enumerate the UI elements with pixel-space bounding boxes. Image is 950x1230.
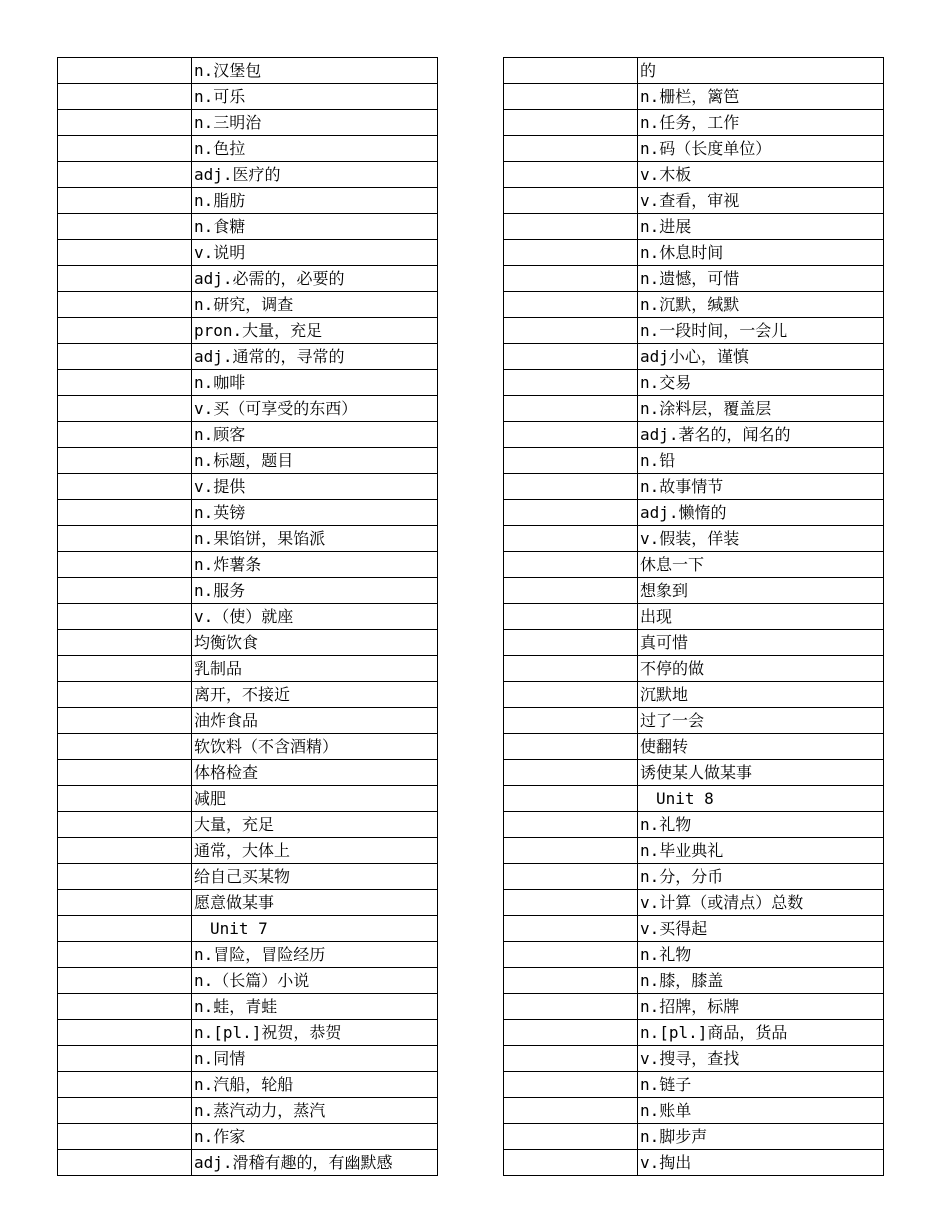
meaning-cell: pron.大量，充足: [192, 318, 438, 344]
vocab-row: [58, 994, 438, 1020]
word-cell: [58, 344, 192, 370]
word-cell: [504, 630, 638, 656]
meaning-cell: 过了一会: [638, 708, 884, 734]
unit-heading: Unit 8: [638, 786, 884, 812]
word-cell: [58, 266, 192, 292]
vocab-row: [58, 656, 438, 682]
vocab-row: [58, 318, 438, 344]
word-cell: [504, 1124, 638, 1150]
vocab-row: [504, 110, 884, 136]
vocab-row: [58, 578, 438, 604]
meaning-cell: n.码（长度单位）: [638, 136, 884, 162]
vocab-row: [504, 890, 884, 916]
word-cell: [504, 734, 638, 760]
meaning-cell: v.提供: [192, 474, 438, 500]
word-cell: [58, 578, 192, 604]
meaning-cell: n.冒险，冒险经历: [192, 942, 438, 968]
vocab-row: [58, 708, 438, 734]
word-cell: [58, 760, 192, 786]
vocab-row: [58, 136, 438, 162]
vocab-table-right: [503, 57, 884, 1176]
meaning-cell: n.研究，调查: [192, 292, 438, 318]
meaning-cell: n.脚步声: [638, 1124, 884, 1150]
meaning-cell: 油炸食品: [192, 708, 438, 734]
word-cell: [58, 318, 192, 344]
vocab-row: [504, 240, 884, 266]
vocab-row: [58, 448, 438, 474]
meaning-cell: n.果馅饼，果馅派: [192, 526, 438, 552]
word-cell: [504, 656, 638, 682]
word-cell: [504, 162, 638, 188]
vocab-row: [58, 58, 438, 84]
meaning-cell: n.服务: [192, 578, 438, 604]
meaning-cell: n.礼物: [638, 812, 884, 838]
vocab-row: [58, 682, 438, 708]
meaning-cell: n.栅栏，篱笆: [638, 84, 884, 110]
vocab-row: [58, 1046, 438, 1072]
word-cell: [504, 1098, 638, 1124]
word-cell: [504, 1020, 638, 1046]
vocab-row: [58, 292, 438, 318]
word-cell: [504, 994, 638, 1020]
vocab-row: [58, 188, 438, 214]
meaning-cell: 愿意做某事: [192, 890, 438, 916]
word-cell: [504, 578, 638, 604]
meaning-cell: 通常，大体上: [192, 838, 438, 864]
vocab-row: [58, 864, 438, 890]
meaning-cell: n.任务，工作: [638, 110, 884, 136]
vocab-row: [504, 474, 884, 500]
vocab-row: [504, 942, 884, 968]
unit-heading: Unit 7: [192, 916, 438, 942]
word-cell: [504, 110, 638, 136]
word-cell: [504, 292, 638, 318]
vocab-row: [58, 838, 438, 864]
meaning-cell: n.咖啡: [192, 370, 438, 396]
word-cell: [504, 916, 638, 942]
word-cell: [58, 682, 192, 708]
vocab-row: [504, 708, 884, 734]
meaning-cell: adj.懒惰的: [638, 500, 884, 526]
meaning-cell: v.（使）就座: [192, 604, 438, 630]
meaning-cell: n.汽船，轮船: [192, 1072, 438, 1098]
vocab-row: [504, 994, 884, 1020]
vocab-table-left: [57, 57, 438, 1176]
word-cell: [504, 890, 638, 916]
meaning-cell: n.遗憾，可惜: [638, 266, 884, 292]
vocab-row: [504, 838, 884, 864]
vocab-row: [504, 682, 884, 708]
vocab-row: [58, 344, 438, 370]
meaning-cell: n.标题，题目: [192, 448, 438, 474]
meaning-cell: 沉默地: [638, 682, 884, 708]
meaning-cell: 均衡饮食: [192, 630, 438, 656]
word-cell: [504, 318, 638, 344]
vocab-row: [504, 266, 884, 292]
vocab-row: [504, 162, 884, 188]
vocab-row: [58, 110, 438, 136]
meaning-cell: n.可乐: [192, 84, 438, 110]
word-cell: [58, 916, 192, 942]
word-cell: [58, 240, 192, 266]
meaning-cell: n.顾客: [192, 422, 438, 448]
meaning-cell: n.脂肪: [192, 188, 438, 214]
word-cell: [58, 1124, 192, 1150]
vocab-row: [58, 760, 438, 786]
vocab-row: [58, 1072, 438, 1098]
vocab-row: [58, 1020, 438, 1046]
meaning-cell: n.沉默，缄默: [638, 292, 884, 318]
meaning-cell: n.毕业典礼: [638, 838, 884, 864]
vocab-row: [58, 734, 438, 760]
word-cell: [58, 604, 192, 630]
word-cell: [504, 474, 638, 500]
word-cell: [504, 760, 638, 786]
vocab-row: [504, 292, 884, 318]
word-cell: [58, 838, 192, 864]
meaning-cell: 想象到: [638, 578, 884, 604]
vocab-row: [504, 734, 884, 760]
vocab-row: [504, 578, 884, 604]
word-cell: [58, 292, 192, 318]
vocab-row: [58, 526, 438, 552]
word-cell: [58, 656, 192, 682]
meaning-cell: 大量，充足: [192, 812, 438, 838]
meaning-cell: v.买得起: [638, 916, 884, 942]
word-cell: [58, 1020, 192, 1046]
meaning-cell: v.查看，审视: [638, 188, 884, 214]
word-cell: [504, 526, 638, 552]
vocab-row: [58, 890, 438, 916]
word-cell: [58, 58, 192, 84]
vocab-row: [58, 214, 438, 240]
word-cell: [58, 526, 192, 552]
vocab-row: [58, 500, 438, 526]
vocab-row: [504, 656, 884, 682]
vocab-row: [504, 136, 884, 162]
meaning-cell: n.故事情节: [638, 474, 884, 500]
word-cell: [504, 240, 638, 266]
meaning-cell: 给自己买某物: [192, 864, 438, 890]
word-cell: [58, 630, 192, 656]
word-cell: [58, 84, 192, 110]
word-cell: [504, 370, 638, 396]
meaning-cell: n.蛙，青蛙: [192, 994, 438, 1020]
word-cell: [58, 1046, 192, 1072]
word-cell: [58, 188, 192, 214]
vocab-row: [504, 84, 884, 110]
word-cell: [58, 864, 192, 890]
word-cell: [58, 214, 192, 240]
vocab-row: [58, 266, 438, 292]
vocab-table-left-body: [58, 58, 438, 1176]
vocab-row: [504, 500, 884, 526]
vocab-row: [58, 422, 438, 448]
word-cell: [58, 994, 192, 1020]
meaning-cell: adj.医疗的: [192, 162, 438, 188]
meaning-cell: n.[pl.]商品，货品: [638, 1020, 884, 1046]
meaning-cell: 离开，不接近: [192, 682, 438, 708]
vocab-row: [58, 84, 438, 110]
meaning-cell: n.账单: [638, 1098, 884, 1124]
word-cell: [504, 84, 638, 110]
vocab-row: [504, 370, 884, 396]
word-cell: [504, 812, 638, 838]
meaning-cell: adj小心，谨慎: [638, 344, 884, 370]
meaning-cell: n.汉堡包: [192, 58, 438, 84]
word-cell: [58, 708, 192, 734]
word-cell: [58, 1098, 192, 1124]
vocab-row: [58, 1124, 438, 1150]
vocab-row: [504, 422, 884, 448]
meaning-cell: n.蒸汽动力，蒸汽: [192, 1098, 438, 1124]
meaning-cell: 不停的做: [638, 656, 884, 682]
meaning-cell: n.膝，膝盖: [638, 968, 884, 994]
meaning-cell: n.招牌，标牌: [638, 994, 884, 1020]
word-cell: [58, 812, 192, 838]
vocab-row: [504, 864, 884, 890]
vocab-row: [504, 1072, 884, 1098]
word-cell: [504, 1150, 638, 1176]
meaning-cell: n.[pl.]祝贺，恭贺: [192, 1020, 438, 1046]
word-cell: [504, 838, 638, 864]
unit-heading-row: [504, 786, 884, 812]
meaning-cell: 的: [638, 58, 884, 84]
word-cell: [504, 682, 638, 708]
vocab-row: [58, 786, 438, 812]
vocab-row: [504, 526, 884, 552]
meaning-cell: n.涂料层，覆盖层: [638, 396, 884, 422]
word-cell: [504, 214, 638, 240]
word-cell: [504, 266, 638, 292]
vocab-row: [58, 1150, 438, 1176]
meaning-cell: 休息一下: [638, 552, 884, 578]
vocab-row: [58, 474, 438, 500]
vocab-row: [504, 448, 884, 474]
word-cell: [504, 188, 638, 214]
meaning-cell: v.木板: [638, 162, 884, 188]
unit-heading-row: [58, 916, 438, 942]
vocab-row: [58, 162, 438, 188]
meaning-cell: adj.滑稽有趣的，有幽默感: [192, 1150, 438, 1176]
word-cell: [58, 734, 192, 760]
vocab-row: [58, 968, 438, 994]
word-cell: [58, 786, 192, 812]
word-cell: [58, 396, 192, 422]
meaning-cell: 体格检查: [192, 760, 438, 786]
vocab-row: [58, 1098, 438, 1124]
meaning-cell: 真可惜: [638, 630, 884, 656]
word-cell: [58, 110, 192, 136]
vocab-row: [504, 760, 884, 786]
word-cell: [58, 968, 192, 994]
vocab-row: [504, 812, 884, 838]
meaning-cell: 减肥: [192, 786, 438, 812]
word-cell: [58, 942, 192, 968]
meaning-cell: 使翻转: [638, 734, 884, 760]
meaning-cell: n.三明治: [192, 110, 438, 136]
meaning-cell: n.交易: [638, 370, 884, 396]
meaning-cell: n.分，分币: [638, 864, 884, 890]
word-cell: [504, 708, 638, 734]
vocab-row: [504, 1098, 884, 1124]
word-cell: [58, 448, 192, 474]
vocab-row: [504, 1124, 884, 1150]
word-cell: [58, 890, 192, 916]
word-cell: [504, 604, 638, 630]
meaning-cell: n.进展: [638, 214, 884, 240]
vocab-row: [504, 1020, 884, 1046]
vocab-row: [504, 1046, 884, 1072]
vocab-row: [58, 370, 438, 396]
meaning-cell: n.作家: [192, 1124, 438, 1150]
vocab-row: [58, 240, 438, 266]
meaning-cell: adj.必需的，必要的: [192, 266, 438, 292]
meaning-cell: n.一段时间，一会儿: [638, 318, 884, 344]
word-cell: [504, 58, 638, 84]
vocab-row: [504, 1150, 884, 1176]
vocab-row: [58, 630, 438, 656]
vocab-row: [58, 942, 438, 968]
meaning-cell: adj.著名的，闻名的: [638, 422, 884, 448]
word-cell: [58, 422, 192, 448]
word-cell: [504, 500, 638, 526]
meaning-cell: v.假装，佯装: [638, 526, 884, 552]
word-cell: [504, 864, 638, 890]
meaning-cell: n.食糖: [192, 214, 438, 240]
meaning-cell: 诱使某人做某事: [638, 760, 884, 786]
vocab-table-right-body: [504, 58, 884, 1176]
meaning-cell: v.掏出: [638, 1150, 884, 1176]
word-cell: [504, 448, 638, 474]
vocab-row: [504, 396, 884, 422]
word-cell: [58, 370, 192, 396]
word-cell: [58, 136, 192, 162]
vocab-row: [504, 552, 884, 578]
meaning-cell: v.搜寻，查找: [638, 1046, 884, 1072]
meaning-cell: n.链子: [638, 1072, 884, 1098]
word-cell: [504, 1072, 638, 1098]
meaning-cell: n.（长篇）小说: [192, 968, 438, 994]
word-cell: [504, 422, 638, 448]
vocab-row: [58, 604, 438, 630]
meaning-cell: v.买（可享受的东西）: [192, 396, 438, 422]
meaning-cell: 出现: [638, 604, 884, 630]
word-cell: [58, 500, 192, 526]
meaning-cell: n.休息时间: [638, 240, 884, 266]
vocab-row: [58, 812, 438, 838]
word-cell: [58, 162, 192, 188]
word-cell: [58, 552, 192, 578]
word-cell: [504, 942, 638, 968]
vocab-row: [504, 916, 884, 942]
word-cell: [58, 474, 192, 500]
word-cell: [504, 968, 638, 994]
vocab-row: [58, 552, 438, 578]
word-cell: [504, 552, 638, 578]
meaning-cell: n.礼物: [638, 942, 884, 968]
vocab-row: [58, 396, 438, 422]
meaning-cell: v.计算（或清点）总数: [638, 890, 884, 916]
vocab-row: [504, 188, 884, 214]
meaning-cell: n.色拉: [192, 136, 438, 162]
vocab-row: [504, 344, 884, 370]
meaning-cell: adj.通常的，寻常的: [192, 344, 438, 370]
meaning-cell: n.炸薯条: [192, 552, 438, 578]
word-cell: [58, 1150, 192, 1176]
vocab-row: [504, 58, 884, 84]
vocab-row: [504, 214, 884, 240]
word-cell: [504, 396, 638, 422]
vocab-row: [504, 630, 884, 656]
meaning-cell: 乳制品: [192, 656, 438, 682]
meaning-cell: v.说明: [192, 240, 438, 266]
word-cell: [58, 1072, 192, 1098]
meaning-cell: n.铅: [638, 448, 884, 474]
meaning-cell: n.英镑: [192, 500, 438, 526]
word-cell: [504, 344, 638, 370]
meaning-cell: 软饮料（不含酒精）: [192, 734, 438, 760]
meaning-cell: n.同情: [192, 1046, 438, 1072]
word-cell: [504, 1046, 638, 1072]
vocab-row: [504, 604, 884, 630]
vocab-row: [504, 968, 884, 994]
vocab-row: [504, 318, 884, 344]
word-cell: [504, 786, 638, 812]
word-cell: [504, 136, 638, 162]
